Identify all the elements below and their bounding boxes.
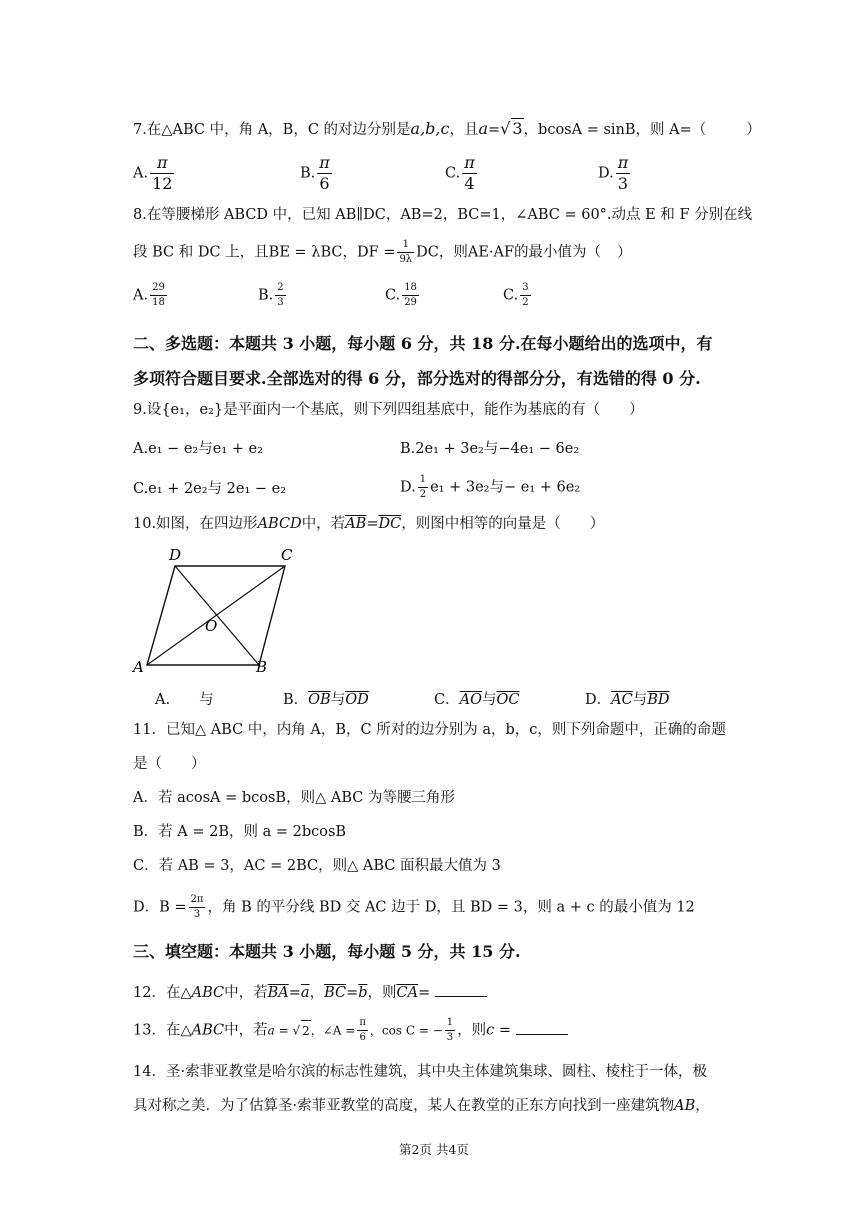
q13-angle-num: π <box>357 1018 368 1031</box>
page-footer: 第2页 共4页 <box>399 1142 469 1157</box>
q12-triangle: ABC <box>191 985 225 1001</box>
q7-eq: = <box>488 122 501 138</box>
q7-paren: ） <box>746 122 761 138</box>
q12-eq-1: = <box>288 985 301 1001</box>
q7-vars: a,b,c <box>410 119 450 138</box>
q9-option-a: A.e₁ − e₂与e₁ + e₂ <box>133 441 263 457</box>
q8-option-d-den: 2 <box>522 297 529 308</box>
section-2-heading-line-2: 多项符合题目要求.全部选对的得 6 分，部分选对的得部分分，有选错的得 0 分. <box>133 369 701 388</box>
q11-option-b: B．若 A = 2B，则 a = 2bcosB <box>133 824 347 840</box>
q7-option-c-den: 4 <box>464 174 475 193</box>
diagonal-bd <box>175 566 259 665</box>
q12-vector-bc: $\overline{BC}$ <box>324 985 347 1001</box>
q9-option-d-text: e₁ + 3e₂与− e₁ + 6e₂ <box>430 479 581 496</box>
q8-option-c <box>385 283 421 308</box>
q13-triangle: ABC <box>191 1022 225 1039</box>
q13-stem-text-3: ，则 <box>457 1022 487 1039</box>
q7-option-a-label: A. <box>133 165 149 182</box>
q10-option-d-with: 与 <box>632 692 648 708</box>
q10-option-c-with: 与 <box>481 692 497 708</box>
q10-vector-ab: $\overline{AB}$ <box>345 516 367 532</box>
q13-cos-num: 1 <box>445 1018 455 1031</box>
q8-option-b-den: 3 <box>277 297 284 308</box>
q11-option-d-text-2: ，角 B 的平分线 BD 交 AC 边于 D，且 BD = 3，则 a + c 的最小值为 12 <box>207 899 695 916</box>
q7-option-c <box>445 155 479 192</box>
q9-option-b: B.2e₁ + 3e₂与−4e₁ − 6e₂ <box>400 441 580 457</box>
q7-option-d-den: 3 <box>617 174 629 193</box>
q10-option-b-label: B． <box>283 692 309 708</box>
q8-option-c-label: C. <box>385 287 401 304</box>
q7-option-b-num: π <box>319 153 330 172</box>
section-2-heading-line-1: 二、多选题：本题共 3 小题，每小题 6 分，共 18 分.在每小题给出的选项中，有 <box>133 334 713 353</box>
q11-option-d <box>133 895 695 920</box>
q7-sqrt-value: 3 <box>512 119 523 138</box>
q8-line-1: 8.在等腰梯形 ABCD 中，已知 AB∥DC，AB=2，BC=1，∠ABC = 60°.动点 E 和 F 分别在线 <box>133 207 753 223</box>
q10-stem <box>133 514 604 534</box>
q8-option-c-den: 29 <box>404 297 417 308</box>
q8-df-num: 1 <box>397 240 414 253</box>
q9-option-d-num: 1 <box>418 475 428 488</box>
q13-sqrt-value: 2 <box>301 1020 311 1041</box>
q13-angle-part: ，∠A = <box>310 1023 356 1038</box>
q13-stem <box>133 1018 568 1043</box>
q10-option-b-vector-2: $\overline{OD}$ <box>345 692 369 708</box>
q7-option-b <box>300 155 334 192</box>
vertex-label-a: A <box>133 658 144 676</box>
q10-quad: ABCD <box>257 516 302 532</box>
q8-line-2 <box>133 240 632 265</box>
q9-option-d <box>400 475 580 500</box>
q12-stem-text-3: ，则 <box>367 985 397 1001</box>
center-label-o: O <box>205 617 218 635</box>
q14-line-2-text: 具对称之美．为了估算圣·索菲亚教堂的高度，某人在教堂的正东方向找到一座建筑物 <box>133 1098 675 1114</box>
q12-answer-blank[interactable] <box>435 984 487 997</box>
q13-c-var: c <box>486 1022 495 1039</box>
q7-option-b-label: B. <box>300 165 316 182</box>
q7-stem-text: 7.在△ABC 中，角 A，B，C 的对边分别是 <box>133 122 411 138</box>
q7-stem-text-2: ，且 <box>449 122 479 138</box>
q12-vector-b: $\overline{b}$ <box>358 985 368 1001</box>
q7-stem-text-3: ，bcosA = sinB，则 A=（ <box>523 122 707 138</box>
vertex-label-c: C <box>281 546 293 564</box>
q13-cos-part: ，cos C = − <box>369 1023 443 1038</box>
q10-option-b <box>283 688 369 709</box>
q8-df-den: 9λ <box>399 254 413 265</box>
diagonal-ac <box>147 566 285 665</box>
q13-stem-text-2: 中，若 <box>224 1022 268 1039</box>
q9-option-d-label: D. <box>400 479 416 496</box>
q11-line-1: 11．已知△ ABC 中，内角 A，B，C 所对的边分别为 a，b，c，则下列命题中，正确的命题 <box>133 722 726 738</box>
q14-line-2-end: ， <box>695 1098 710 1114</box>
q7-sqrt-symbol: √ <box>500 119 511 138</box>
q7-option-a <box>133 155 176 192</box>
q7-option-d-label: D. <box>598 165 614 182</box>
q9-stem: 9.设{e₁，e₂}是平面内一个基底，则下列四组基底中，能作为基底的有（ ） <box>133 402 644 418</box>
q12-stem-text-2: 中，若 <box>224 985 268 1001</box>
q11-option-c: C．若 AB = 3，AC = 2BC，则△ ABC 面积最大值为 3 <box>133 858 501 874</box>
q12-vector-a: $\overline{a}$ <box>300 985 310 1001</box>
q8-option-b-label: B. <box>258 287 274 304</box>
q7-option-c-num: π <box>464 153 475 172</box>
q7-option-c-label: C. <box>445 165 461 182</box>
q7-option-a-den: 12 <box>152 174 173 193</box>
q10-stem-text-2: 中，若 <box>301 516 346 532</box>
q13-eq: = <box>494 1022 512 1039</box>
q10-option-c-vector-1: $\overline{AO}$ <box>459 692 482 708</box>
q7-option-d-num: π <box>617 153 629 172</box>
q12-vector-ca: $\overline{CA}$ <box>396 985 419 1001</box>
q12-eq-2: = <box>346 985 359 1001</box>
q10-option-d <box>585 688 670 709</box>
q10-option-c-label: C． <box>434 692 460 708</box>
q13-angle-den: 6 <box>359 1032 366 1043</box>
q10-stem-text-3: ，则图中相等的向量是（ ） <box>401 516 605 532</box>
q10-option-d-vector-2: $\overline{BD}$ <box>647 692 670 708</box>
q7-option-d <box>598 155 632 192</box>
q8-paren: ） <box>617 244 632 261</box>
q7-a-var: a <box>478 119 488 138</box>
q10-parallelogram-figure <box>125 540 315 680</box>
q12-sep: ， <box>309 985 325 1001</box>
q10-option-d-vector-1: $\overline{AC}$ <box>611 692 633 708</box>
q12-vector-ba: $\overline{BA}$ <box>267 985 289 1001</box>
q9-option-c: C.e₁ + 2e₂与 2e₁ − e₂ <box>133 481 287 497</box>
q10-option-b-vector-1: $\overline{OB}$ <box>308 692 331 708</box>
q14-line-1: 14．圣·索菲亚教堂是哈尔滨的标志性建筑，其中央主体建筑集球、圆柱、棱柱于一体，极 <box>133 1064 708 1080</box>
q10-option-b-with: 与 <box>330 692 346 708</box>
q7-option-a-num: π <box>150 155 174 174</box>
q12-stem-text: 12．在△ <box>133 985 192 1001</box>
vertex-label-d: D <box>169 546 182 564</box>
q13-sqrt-symbol: √ <box>292 1023 301 1038</box>
section-3-heading: 三、填空题：本题共 3 小题，每小题 5 分，共 15 分. <box>133 942 521 961</box>
q8-option-a-den: 18 <box>152 297 165 308</box>
q11-option-d-den: 3 <box>193 909 201 920</box>
q10-option-c <box>434 688 519 709</box>
q8-option-d <box>503 283 533 308</box>
q8-line-2-text-2: DC，则AE·AF的最小值为（ <box>416 244 602 261</box>
q13-cos-den: 3 <box>446 1032 454 1043</box>
q12-stem <box>133 983 487 1003</box>
q10-vector-dc: $\overline{DC}$ <box>378 516 402 532</box>
q11-line-2: 是（ ） <box>133 756 206 772</box>
q9-option-d-den: 2 <box>419 489 427 500</box>
q8-option-c-num: 18 <box>402 283 419 296</box>
q12-eq-3: = <box>418 985 431 1001</box>
q10-option-a: A. 与 <box>155 692 214 708</box>
q10-option-c-vector-2: $\overline{OC}$ <box>496 692 520 708</box>
q8-option-a-num: 29 <box>150 283 167 296</box>
q13-stem-text: 13．在△ <box>133 1022 192 1039</box>
q8-option-b-num: 2 <box>275 283 285 296</box>
q7-option-b-den: 6 <box>319 174 330 193</box>
q11-option-d-text: D．B = <box>133 899 187 916</box>
q10-option-d-label: D． <box>585 692 612 708</box>
q8-option-a-label: A. <box>133 287 149 304</box>
q10-eq: = <box>366 516 379 532</box>
q8-option-a <box>133 283 169 308</box>
vertex-label-b: B <box>256 658 268 676</box>
q10-stem-text: 10.如图，在四边形 <box>133 516 258 532</box>
q7-stem <box>133 118 761 140</box>
q14-line-2 <box>133 1096 710 1116</box>
q11-option-a: A．若 acosA = bcosB，则△ ABC 为等腰三角形 <box>133 790 455 806</box>
q8-option-d-num: 3 <box>520 283 530 296</box>
q8-option-d-label: C. <box>503 287 519 304</box>
q13-a-part: a = <box>267 1023 293 1038</box>
q14-building-ab: AB <box>674 1098 696 1114</box>
q8-option-b <box>258 283 288 308</box>
q13-answer-blank[interactable] <box>516 1022 568 1035</box>
q11-option-d-num: 2π <box>189 895 206 908</box>
q8-line-2-text: 段 BC 和 DC 上，且BE = λBC，DF = <box>133 244 396 261</box>
